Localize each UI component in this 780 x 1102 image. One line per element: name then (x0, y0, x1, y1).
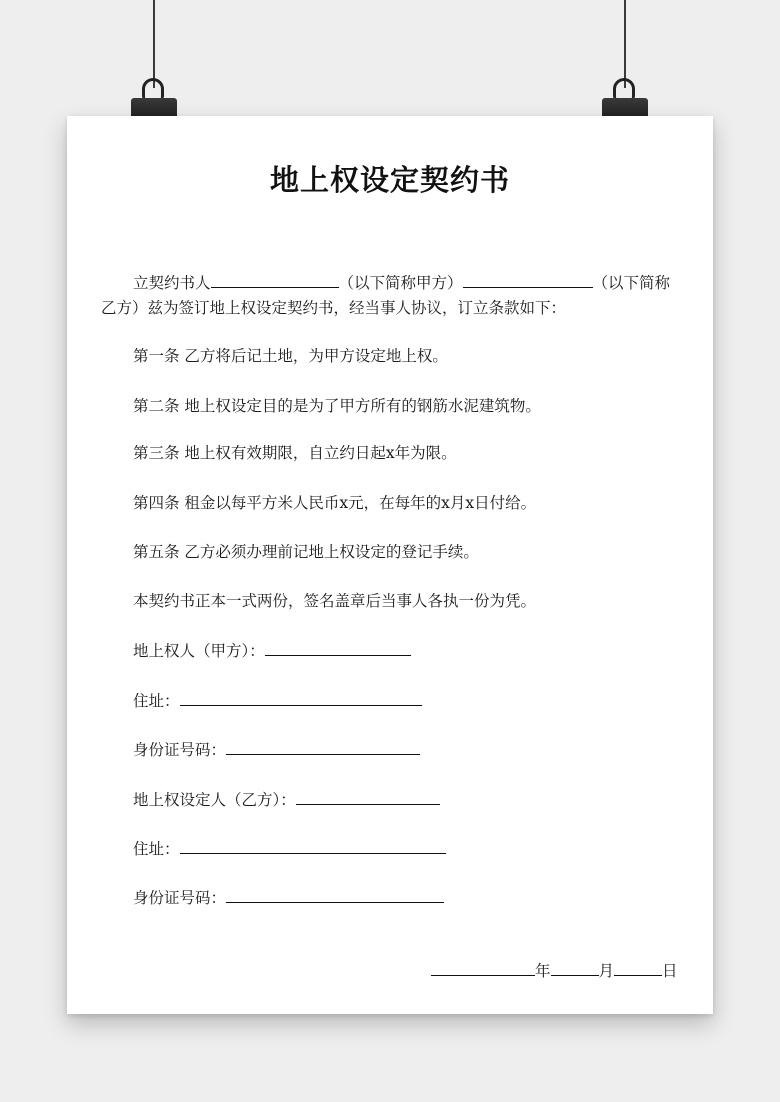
party-b-id-field[interactable] (226, 886, 444, 903)
hanging-wire-right (624, 0, 626, 88)
intro-line-2: 乙方）兹为签订地上权设定契约书，经当事人协议，订立条款如下： (101, 299, 567, 317)
article-3: 第三条 地上权有效期限，自立约日起x年为限。 (133, 444, 457, 462)
party-a-note: （以下简称甲方） (338, 274, 463, 292)
month-field[interactable] (551, 959, 599, 976)
party-a-address-row (133, 689, 422, 712)
party-b-signature-field[interactable] (296, 788, 440, 805)
party-a-label: 地上权人（甲方）： (133, 642, 265, 660)
document-title: 地上权设定契约书 (269, 163, 510, 197)
month-label: 月 (598, 962, 615, 980)
day-label: 日 (662, 962, 678, 980)
document-page (67, 116, 713, 1014)
article-2: 第二条 地上权设定目的是为了甲方所有的钢筋水泥建筑物。 (133, 397, 541, 415)
party-a-signature-row (133, 639, 411, 662)
year-label: 年 (535, 962, 551, 980)
day-field[interactable] (614, 959, 662, 976)
party-b-id-row (133, 886, 444, 909)
party-a-signature-field[interactable] (265, 639, 411, 656)
party-a-blank[interactable] (211, 271, 339, 288)
party-b-signature-row (133, 788, 440, 811)
party-b-note: （以下简称 (592, 274, 671, 292)
party-label: 立契约书人 (133, 274, 211, 292)
party-b-blank[interactable] (463, 271, 593, 288)
party-a-address-field[interactable] (180, 689, 422, 706)
article-1: 第一条 乙方将后记土地，为甲方设定地上权。 (133, 347, 448, 365)
address-label-b: 住址： (133, 840, 180, 858)
party-b-address-field[interactable] (180, 837, 446, 854)
id-label-b: 身份证号码： (133, 889, 227, 907)
intro-line-1 (133, 271, 670, 294)
article-5: 第五条 乙方必须办理前记地上权设定的登记手续。 (133, 543, 479, 561)
party-a-id-row (133, 738, 420, 761)
year-field[interactable] (431, 959, 535, 976)
address-label-a: 住址： (133, 692, 180, 710)
hanging-wire-left (153, 0, 155, 88)
party-a-id-field[interactable] (226, 738, 420, 755)
closing-statement: 本契约书正本一式两份，签名盖章后当事人各执一份为凭。 (133, 592, 537, 610)
party-b-label: 地上权设定人（乙方）： (133, 791, 296, 809)
date-row (431, 959, 678, 982)
party-b-address-row (133, 837, 446, 860)
article-4: 第四条 租金以每平方米人民币x元，在每年的x月x日付给。 (133, 494, 537, 512)
id-label-a: 身份证号码： (133, 741, 227, 759)
